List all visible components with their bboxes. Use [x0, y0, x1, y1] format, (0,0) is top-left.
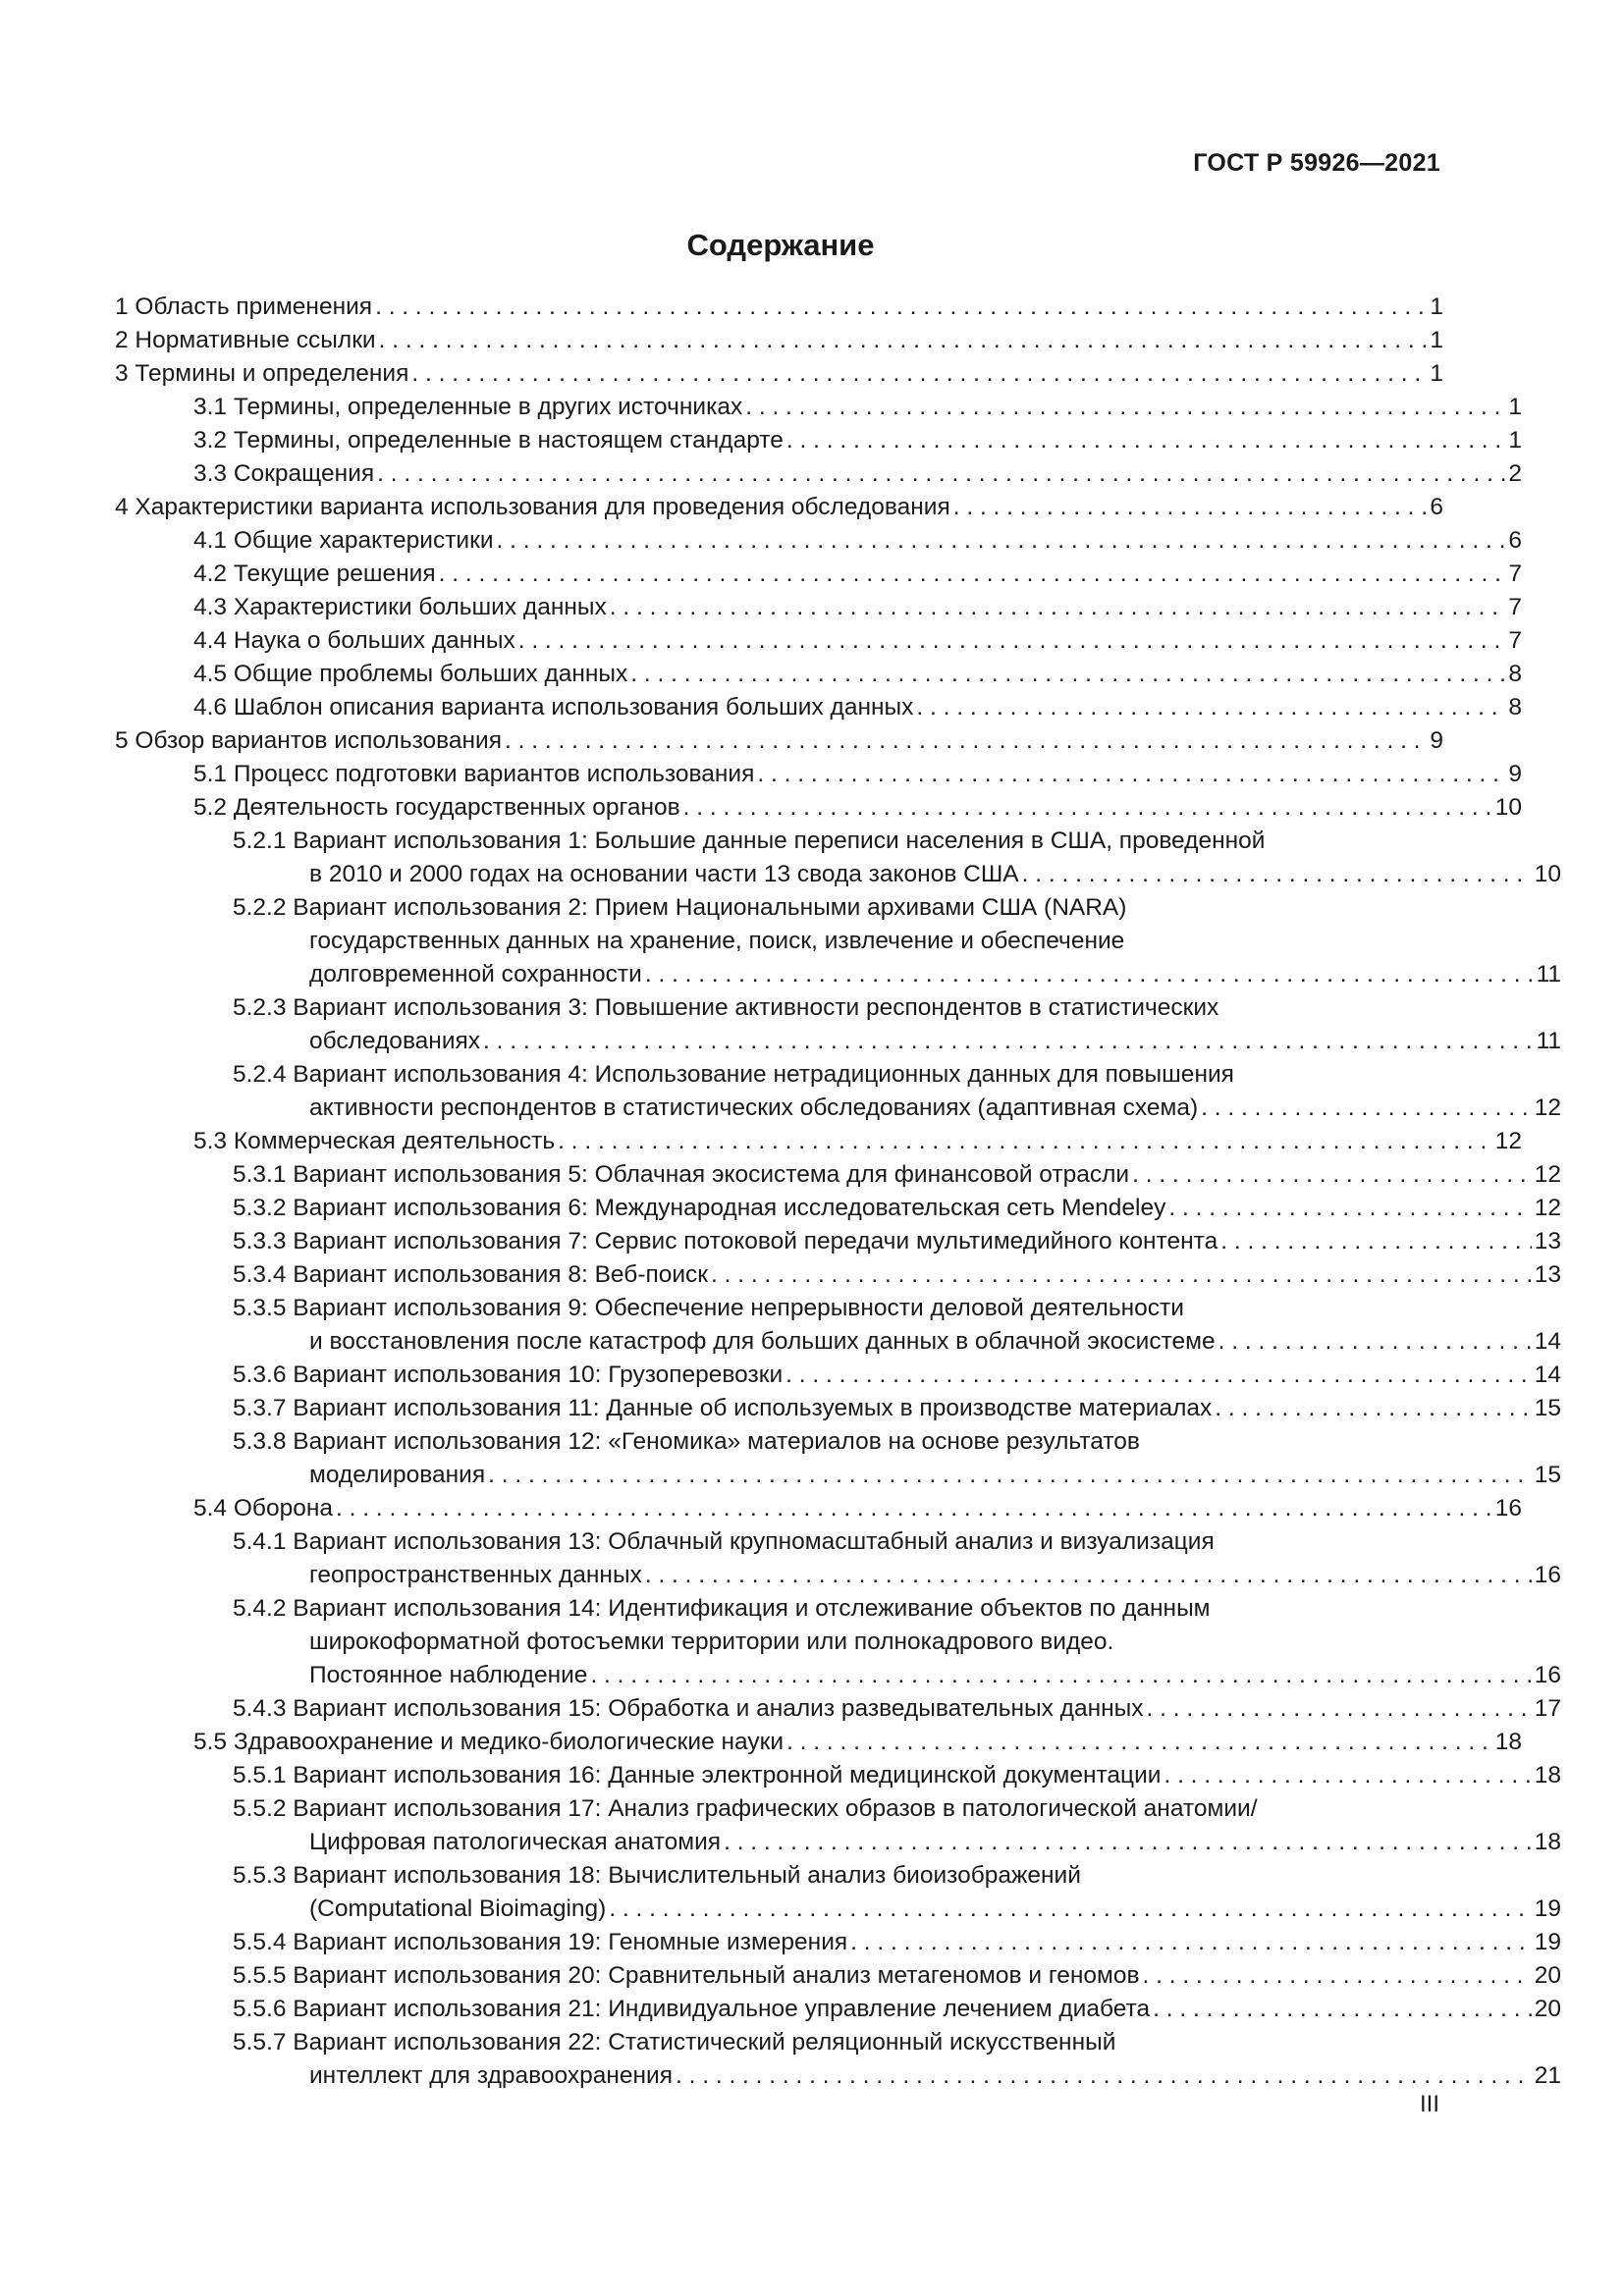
dot-leader: [411, 357, 1427, 391]
dot-leader: [483, 1025, 1534, 1058]
toc-entry-title: моделирования: [309, 1462, 486, 1488]
toc-entry[interactable]: [115, 291, 1443, 324]
dot-leader: [645, 958, 1534, 991]
toc-entry-title: 3.2 Термины, определенные в настоящем стандарте: [193, 427, 784, 454]
page-title: Содержание: [686, 228, 875, 262]
toc-page-number: 7: [1508, 627, 1522, 654]
dot-leader: [785, 1359, 1532, 1392]
toc-entry[interactable]: [115, 658, 1522, 691]
page-number: III: [1419, 2091, 1439, 2117]
dot-leader: [488, 1459, 1532, 1492]
toc-page-number: 9: [1430, 727, 1443, 754]
toc-entry[interactable]: [115, 758, 1522, 791]
toc-entry[interactable]: [115, 324, 1443, 357]
toc-page-number: 1: [1430, 327, 1443, 353]
dot-leader: [609, 1893, 1531, 1926]
toc-entry-title: 5.3.4 Вариант использования 8: Веб-поиск: [233, 1261, 709, 1288]
toc-entry-title: 5.3.7 Вариант использования 11: Данные об используемых в производстве материалах: [233, 1395, 1213, 1421]
toc-entry-title: Цифровая патологическая анатомия: [309, 1829, 722, 1855]
toc-entry-title: 5.1 Процесс подготовки вариантов использования: [193, 761, 755, 787]
toc-entry-title: 5.5.6 Вариант использования 21: Индивидуальное управление лечением диабета: [233, 1996, 1151, 2022]
dot-leader: [1168, 1192, 1531, 1225]
toc-entry-title: 4.2 Текущие решения: [193, 561, 436, 587]
toc-page-number: 21: [1534, 2062, 1561, 2089]
toc-entry-title: 3.3 Сокращения: [193, 460, 375, 487]
toc-entry-title: 5.4.2 Вариант использования 14: Идентификация и отслеживание объектов по данным: [233, 1595, 1211, 1622]
toc-entry[interactable]: [115, 724, 1443, 758]
toc-page-number: 15: [1534, 1462, 1561, 1488]
toc-entry-title: 5.3.1 Вариант использования 5: Облачная экосистема для финансовой отрасли: [233, 1161, 1130, 1188]
toc-page-number: 19: [1534, 1929, 1561, 1955]
dot-leader: [1201, 1092, 1532, 1125]
toc-entry-title: 5.5.2 Вариант использования 17: Анализ графических образов в патологической анатомии/: [233, 1795, 1258, 1822]
toc-entry-title: интеллект для здравоохранения: [309, 2062, 673, 2089]
dot-leader: [505, 724, 1427, 758]
toc-entry-title: 4.3 Характеристики больших данных: [193, 594, 607, 620]
toc-entry-title: обследованиях: [309, 1028, 481, 1054]
toc-entry[interactable]: [115, 391, 1522, 424]
dot-leader: [1132, 1158, 1532, 1192]
toc-entry[interactable]: [115, 357, 1443, 391]
dot-leader: [379, 324, 1428, 357]
toc-entry-title: 1 Область применения: [115, 294, 373, 320]
toc-page-number: 7: [1508, 561, 1522, 587]
toc-entry-title: 2 Нормативные ссылки: [115, 327, 376, 353]
toc-page-number: 11: [1536, 1028, 1561, 1054]
toc-entry[interactable]: [115, 1359, 1561, 1392]
toc-entry[interactable]: [115, 1525, 1561, 1592]
toc-entry-title: 3.1 Термины, определенные в других источниках: [193, 394, 743, 420]
toc-page-number: 17: [1534, 1695, 1561, 1722]
toc-page-number: 19: [1534, 1896, 1561, 1922]
dot-leader: [610, 591, 1506, 624]
toc-entry[interactable]: [115, 825, 1561, 891]
toc-entry[interactable]: [115, 558, 1522, 591]
dot-leader: [1153, 1993, 1532, 2026]
toc-page-number: 1: [1508, 394, 1522, 420]
toc-entry[interactable]: [115, 891, 1561, 991]
toc-page-number: 18: [1534, 1829, 1561, 1855]
toc-entry-title: 5.3.6 Вариант использования 10: Грузоперевозки: [233, 1362, 784, 1388]
toc-entry-title: 5.4 Оборона: [193, 1495, 333, 1522]
toc-entry-title: 5 Обзор вариантов использования: [115, 727, 503, 754]
toc-entry-title: 5.5.3 Вариант использования 18: Вычислительный анализ биоизображений: [233, 1862, 1081, 1889]
dot-leader: [757, 758, 1505, 791]
toc-entry[interactable]: [115, 991, 1561, 1058]
toc-entry-title: 4.4 Наука о больших данных: [193, 627, 515, 654]
dot-leader: [850, 1926, 1532, 1959]
toc-entry-title: 4.5 Общие проблемы больших данных: [193, 661, 628, 687]
toc-page-number: 14: [1534, 1328, 1561, 1355]
toc-entry-title: в 2010 и 2000 годах на основании части 13 свода законов США: [309, 861, 1019, 887]
toc-entry-title: 4 Характеристики варианта использования для проведения обследования: [115, 494, 950, 520]
toc-page-number: 12: [1534, 1195, 1561, 1221]
dot-leader: [630, 658, 1505, 691]
toc-entry-title: 5.4.3 Вариант использования 15: Обработка и анализ разведывательных данных: [233, 1695, 1144, 1722]
dot-leader: [336, 1492, 1492, 1525]
toc-entry[interactable]: [115, 1258, 1561, 1292]
toc-page-number: 14: [1534, 1362, 1561, 1388]
toc-entry[interactable]: [115, 1692, 1561, 1726]
toc-entry-title: 5.5 Здравоохранение и медико-биологические науки: [193, 1729, 785, 1755]
dot-leader: [1218, 1325, 1532, 1359]
toc-entry[interactable]: [115, 457, 1522, 491]
toc-entry[interactable]: [115, 1058, 1561, 1125]
toc-page-number: 18: [1494, 1729, 1522, 1755]
toc-page-number: 6: [1508, 527, 1522, 554]
toc-entry[interactable]: [115, 1192, 1561, 1225]
table-of-contents: [115, 291, 1561, 2093]
toc-entry[interactable]: [115, 1425, 1561, 1492]
toc-entry-title: геопространственных данных: [309, 1562, 642, 1588]
toc-entry[interactable]: [115, 1492, 1522, 1525]
dot-leader: [916, 691, 1505, 724]
toc-page-number: 1: [1430, 294, 1443, 320]
toc-entry[interactable]: [115, 1926, 1561, 1959]
dot-leader: [1143, 1959, 1532, 1993]
toc-page-number: 9: [1508, 761, 1522, 787]
toc-page-number: 16: [1534, 1662, 1561, 1688]
dot-leader: [1215, 1392, 1531, 1425]
dot-leader: [439, 558, 1506, 591]
dot-leader: [786, 1726, 1492, 1759]
dot-leader: [724, 1826, 1532, 1859]
dot-leader: [676, 2059, 1532, 2093]
toc-page-number: 18: [1534, 1762, 1561, 1789]
toc-entry[interactable]: [115, 2026, 1561, 2093]
toc-entry[interactable]: [115, 1292, 1561, 1359]
toc-entry-title: 4.6 Шаблон описания варианта использования больших данных: [193, 694, 914, 721]
toc-page-number: 12: [1534, 1161, 1561, 1188]
toc-page-number: 6: [1430, 494, 1443, 520]
toc-entry-title: 5.2.2 Вариант использования 2: Прием Национальными архивами США (NARA): [233, 894, 1127, 921]
dot-leader: [1220, 1225, 1532, 1258]
toc-entry[interactable]: [115, 1726, 1522, 1759]
toc-page-number: 1: [1430, 360, 1443, 387]
dot-leader: [375, 291, 1427, 324]
dot-leader: [786, 424, 1505, 457]
toc-entry-title: 5.5.4 Вариант использования 19: Геномные измерения: [233, 1929, 848, 1955]
toc-entry-title: долговременной сохранности: [309, 961, 642, 988]
dot-leader: [953, 491, 1428, 524]
toc-entry-title: 5.3.5 Вариант использования 9: Обеспечение непрерывности деловой деятельности: [233, 1295, 1184, 1321]
toc-entry[interactable]: [115, 1158, 1561, 1192]
dot-leader: [558, 1125, 1492, 1158]
toc-entry[interactable]: [115, 424, 1522, 457]
toc-entry[interactable]: [115, 491, 1443, 524]
dot-leader: [518, 624, 1506, 658]
dot-leader: [590, 1659, 1531, 1692]
toc-page-number: 16: [1534, 1562, 1561, 1588]
toc-entry[interactable]: [115, 524, 1522, 558]
toc-page-number: 15: [1534, 1395, 1561, 1421]
toc-entry-title: 5.3.3 Вариант использования 7: Сервис потоковой передачи мультимедийного контента: [233, 1228, 1218, 1255]
toc-entry-title: 5.3 Коммерческая деятельность: [193, 1128, 556, 1154]
dot-leader: [645, 1559, 1532, 1592]
toc-entry-title: 5.2 Деятельность государственных органов: [193, 794, 680, 821]
toc-page-number: 8: [1508, 694, 1522, 721]
dot-leader: [683, 791, 1492, 825]
dot-leader: [1164, 1759, 1531, 1792]
toc-page-number: 16: [1494, 1495, 1522, 1522]
toc-entry-title: 5.2.3 Вариант использования 3: Повышение активности респондентов в статистических: [233, 994, 1219, 1021]
toc-entry-title: 5.2.4 Вариант использования 4: Использование нетрадиционных данных для повышения: [233, 1061, 1234, 1088]
toc-entry-title: (Computational Bioimaging): [309, 1896, 607, 1922]
toc-entry[interactable]: [115, 624, 1522, 658]
dot-leader: [1022, 858, 1532, 891]
toc-entry-title: 5.4.1 Вариант использования 13: Облачный крупномасштабный анализ и визуализация: [233, 1528, 1215, 1555]
toc-entry-title: широкоформатной фотосъемки территории или полнокадрового видео.: [309, 1629, 1114, 1655]
toc-entry[interactable]: [115, 691, 1522, 724]
toc-entry-title: 5.5.7 Вариант использования 22: Статистический реляционный искусственный: [233, 2029, 1116, 2056]
toc-entry[interactable]: [115, 1759, 1561, 1792]
toc-page-number: 1: [1508, 427, 1522, 454]
dot-leader: [497, 524, 1506, 558]
toc-page-number: 13: [1534, 1228, 1561, 1255]
toc-entry-title: 3 Термины и определения: [115, 360, 409, 387]
toc-page-number: 20: [1534, 1996, 1561, 2022]
toc-entry-title: 5.3.8 Вариант использования 12: «Геномика» материалов на основе результатов: [233, 1428, 1140, 1455]
toc-page-number: 11: [1536, 961, 1561, 988]
toc-page-number: 12: [1494, 1128, 1522, 1154]
dot-leader: [1147, 1692, 1532, 1726]
toc-page-number: 20: [1534, 1962, 1561, 1989]
toc-entry[interactable]: [115, 1225, 1561, 1258]
dot-leader: [711, 1258, 1532, 1292]
document-id: ГОСТ Р 59926—2021: [1193, 149, 1440, 177]
toc-entry[interactable]: [115, 1125, 1522, 1158]
toc-page-number: 7: [1508, 594, 1522, 620]
toc-entry[interactable]: [115, 1592, 1561, 1692]
toc-entry[interactable]: [115, 1859, 1561, 1926]
toc-entry[interactable]: [115, 1993, 1561, 2026]
toc-page-number: 10: [1494, 794, 1522, 821]
toc-entry-title: и восстановления после катастроф для больших данных в облачной экосистеме: [309, 1328, 1216, 1355]
toc-entry-title: государственных данных на хранение, поиск, извлечение и обеспечение: [309, 928, 1125, 954]
toc-entry-title: 5.2.1 Вариант использования 1: Большие данные переписи населения в США, проведенной: [233, 828, 1266, 854]
toc-page-number: 10: [1534, 861, 1561, 887]
toc-entry[interactable]: [115, 1392, 1561, 1425]
toc-entry-title: 5.5.5 Вариант использования 20: Сравнительный анализ метагеномов и геномов: [233, 1962, 1140, 1989]
dot-leader: [745, 391, 1505, 424]
toc-entry[interactable]: [115, 791, 1522, 825]
toc-entry[interactable]: [115, 1959, 1561, 1993]
toc-entry[interactable]: [115, 591, 1522, 624]
toc-page-number: 12: [1534, 1095, 1561, 1121]
toc-page-number: 13: [1534, 1261, 1561, 1288]
toc-entry[interactable]: [115, 1792, 1561, 1859]
toc-entry-title: активности респондентов в статистических обследованиях (адаптивная схема): [309, 1095, 1199, 1121]
toc-page-number: 2: [1508, 460, 1522, 487]
toc-entry-title: 4.1 Общие характеристики: [193, 527, 494, 554]
toc-entry-title: 5.5.1 Вариант использования 16: Данные электронной медицинской документации: [233, 1762, 1162, 1789]
toc-entry-title: Постоянное наблюдение: [309, 1662, 588, 1688]
toc-entry-title: 5.3.2 Вариант использования 6: Международная исследовательская сеть Mendeley: [233, 1195, 1166, 1221]
toc-page-number: 8: [1508, 661, 1522, 687]
dot-leader: [377, 457, 1505, 491]
